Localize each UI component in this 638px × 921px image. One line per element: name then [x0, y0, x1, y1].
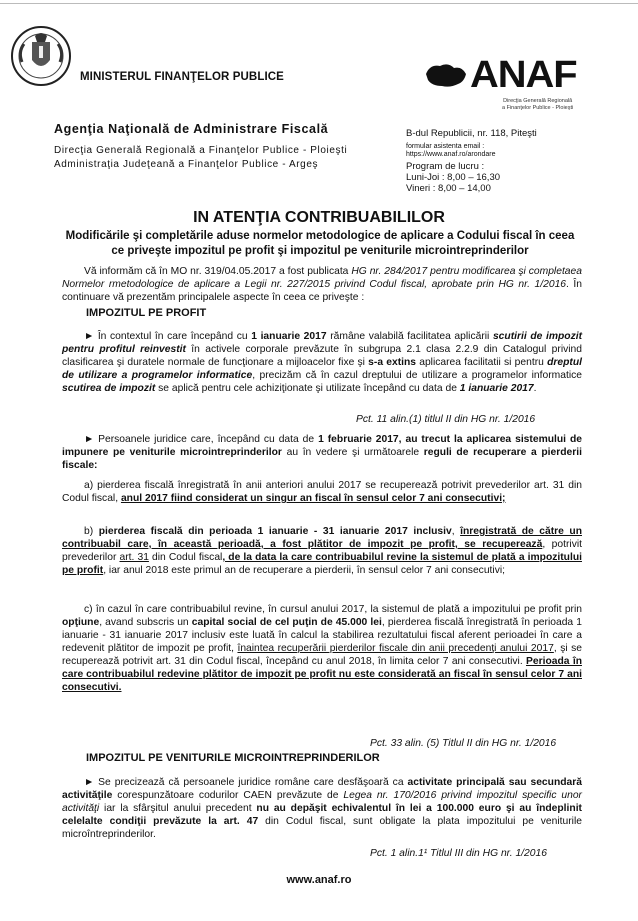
- footer-url[interactable]: www.anaf.ro: [286, 874, 352, 886]
- anaf-logo-text: ANAF: [470, 54, 577, 96]
- section-title-micro: IMPOZITUL PE VENITURILE MICROINTREPRINDERILOR: [86, 752, 380, 764]
- form-label: formular asistenta email :: [406, 143, 485, 150]
- section-title-profit: IMPOZITUL PE PROFIT: [86, 307, 207, 319]
- form-url[interactable]: https://www.anaf.ro/arondare: [406, 151, 496, 158]
- legal-reference-3: Pct. 1 alin.1¹ Titlul III din HG nr. 1/2016: [370, 848, 547, 859]
- profit-paragraph-1: ► În contextul în care începând cu 1 ianuarie 2017 rămâne valabilă facilitatea aplicării scutirii de impozit pentru profitul reinvestit în activele corporale prevăzute în subgrupa 2.1 clasa 2.2.9 din Catalogul privind clasificarea şi duratele normale de funcţionare a mijloacelor fixe şi s-a extins aplicarea facilitatii si pentru dreptul de utilizare a programelor informatice, precizăm că în cazul dreptului de utilizare a programelor informatice scutirea de impozit se aplică pentru cele achiziţionate şi utilizate începând cu data de 1 ianuarie 2017.: [62, 331, 583, 394]
- subtitle: Modificările şi completările aduse normelor metodologice de aplicare a Codului fiscal în ceea ce priveşte impozitul pe profit şi impozitul pe veniturile microintreprinderilor: [65, 230, 575, 257]
- contact-block: [406, 128, 537, 194]
- top-divider: [0, 3, 638, 4]
- directorate: [54, 144, 347, 172]
- anaf-sub-line2: a Finanţelor Publice - Ploieşti: [502, 105, 574, 111]
- directorate-line2: Administraţia Judeţeană a Finanţelor Publice - Argeş: [54, 159, 319, 170]
- profit-item-a: a) pierderea fiscală înregistrată în anii anteriori anului 2017 se recuperează potrivit prevederilor art. 31 din Codul fiscal, anul 2017 fiind considerat un singur an fiscal în sensul celor 7 ani consecutivi;: [62, 480, 582, 504]
- ministry-crest-logo: [10, 22, 72, 94]
- romania-map-icon: [424, 60, 468, 90]
- anaf-sub-line1: Direcţia Generală Regională: [503, 98, 573, 104]
- agency-name: Agenţia Naţională de Administrare Fiscală: [54, 122, 329, 136]
- program-fri: Vineri : 8,00 – 14,00: [406, 183, 491, 194]
- profit-paragraph-2: ► Persoanele juridice care, începând cu data de 1 februarie 2017, au trecut la aplicarea sistemului de impunere pe veniturile microintreprinderilor au în vedere şi următoarele reguli de recuperare a pierderii fiscale:: [62, 434, 582, 471]
- anaf-subtitle: [502, 98, 573, 112]
- program-label: Program de lucru :: [406, 161, 485, 172]
- profit-item-c: c) în cazul în care contribuabilul revine, în cursul anului 2017, la sistemul de plată a impozitului pe profit prin opţiune, avand subscris un capital social de cel puţin de 45.000 lei, pierderea fiscală înregistrată în perioada 1 ianuarie - 31 ianuarie 2017 inclusiv este luată în calcul la stabilirea rezultatului fiscal aferent perioadei în care a redevenit plătitor de impozit pe profit, înaintea recuperării pierderilor fiscale din anii precedenţi anului 2017, şi se recuperează potrivit art. 31 din Codul fiscal, începând cu anul 2018, în limita celor 7 ani consecutivi. Perioada în care contribuabilul redevine plătitor de impozit pe profit nu este considerată an fiscal în sensul celor 7 ani consecutivi.: [62, 604, 582, 693]
- address: B-dul Republicii, nr. 118, Piteşti: [406, 128, 537, 139]
- profit-item-b: b) pierderea fiscală din perioada 1 ianuarie - 31 ianuarie 2017 inclusiv, înregistrată de către un contribuabil care, în această perioadă, a fost plătitor de impozit pe profit, se recuperează, potrivit prevederilor art. 31 din Codul fiscal, de la data la care contribuabilul revine la sistemul de plată a impozitului pe profit, iar anul 2018 este primul an de recuperare a pierderii, în sensul celor 7 ani consecutivi;: [62, 526, 582, 576]
- intro-paragraph: Vă informăm că în MO nr. 319/04.05.2017 a fost publicata HG nr. 284/2017 pentru modificarea şi completaea Normelor rmetodologice de aplicare a Legii nr. 227/2015 privind Codul fiscal, aprobate prin HG nr. 1/2016. În continuare vă prezentăm principalele aspecte în ceea ce priveşte :: [62, 266, 582, 303]
- directorate-line1: Direcţia Generală Regională a Finanţelor Publice - Ploieşti: [54, 145, 348, 156]
- ministry-name: MINISTERUL FINANŢELOR PUBLICE: [80, 71, 284, 83]
- program-mon-thu: Luni-Joi : 8,00 – 16,30: [406, 172, 501, 183]
- legal-reference-2: Pct. 33 alin. (5) Titlul II din HG nr. 1/2016: [370, 738, 557, 749]
- legal-reference-1: Pct. 11 alin.(1) titlul II din HG nr. 1/2016: [356, 414, 536, 425]
- micro-paragraph-1: ► Se precizează că persoanele juridice române care desfăşoară ca activitate principală sau secundară activităţile corespunzătoare codurilor CAEN prevăzute de Legea nr. 170/2016 privind impozitul specific unor activităţi iar la sfârşitul anului precedent nu au depăşit echivalentul în lei a 100.000 euro şi au îndeplinit celelalte condiţii prevăzute la art. 47 din Codul fiscal, sunt obligate la plata impozitului pe veniturile microîntreprinderilor.: [62, 777, 582, 840]
- headline: IN ATENŢIA CONTRIBUABILILOR: [193, 209, 445, 226]
